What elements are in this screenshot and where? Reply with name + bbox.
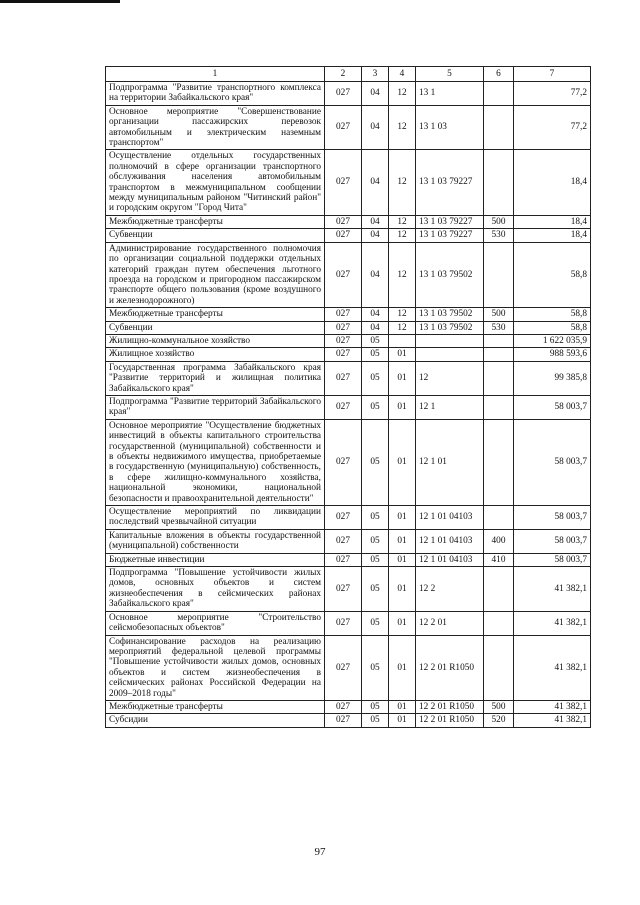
column-header: 2 (325, 67, 362, 82)
cell-rz: 05 (362, 567, 389, 612)
cell-pr: 01 (389, 361, 416, 395)
row-name: Капитальные вложения в объекты государственной (муниципальной) собственности (106, 529, 325, 553)
cell-vr: 500 (484, 700, 514, 713)
cell-sum: 18,4 (514, 229, 591, 242)
row-name: Жилищно-коммунальное хозяйство (106, 334, 325, 347)
row-name: Бюджетные инвестиции (106, 553, 325, 566)
cell-grbs: 027 (325, 611, 362, 635)
table-body (106, 82, 591, 728)
cell-grbs: 027 (325, 714, 362, 727)
cell-rz: 04 (362, 308, 389, 321)
cell-vr (484, 395, 514, 419)
row-name: Межбюджетные трансферты (106, 215, 325, 228)
row-name: Осуществление отдельных государственных полномочий в сфере организации транспортного обслуживания населения автомобильным транспортом в межмуниципальном сообщении между муниципальным районом "Читинский район" и городским округом "Город Чита" (106, 150, 325, 215)
table-row (106, 321, 591, 334)
table-row (106, 348, 591, 361)
cell-pr: 01 (389, 395, 416, 419)
cell-sum: 58,8 (514, 242, 591, 307)
cell-rz: 04 (362, 150, 389, 215)
cell-csr: 13 1 03 79227 (416, 229, 484, 242)
cell-csr: 13 1 03 79502 (416, 308, 484, 321)
cell-csr (416, 348, 484, 361)
cell-grbs: 027 (325, 529, 362, 553)
cell-csr: 13 1 03 79502 (416, 242, 484, 307)
row-name: Субвенции (106, 321, 325, 334)
table-row (106, 150, 591, 215)
cell-grbs: 027 (325, 361, 362, 395)
cell-sum: 988 593,6 (514, 348, 591, 361)
table-row (106, 229, 591, 242)
column-header: 4 (389, 67, 416, 82)
row-name: Государственная программа Забайкальского края "Развитие территорий и жилищная политика Забайкальского края" (106, 361, 325, 395)
row-name: Субсидии (106, 714, 325, 727)
table-row (106, 700, 591, 713)
row-name: Осуществление мероприятий по ликвидации последствий чрезвычайной ситуации (106, 506, 325, 530)
cell-grbs: 027 (325, 506, 362, 530)
cell-pr: 01 (389, 611, 416, 635)
table-row (106, 105, 591, 150)
cell-vr (484, 82, 514, 106)
table-row (106, 308, 591, 321)
cell-sum: 41 382,1 (514, 611, 591, 635)
cell-grbs: 027 (325, 635, 362, 700)
table-row (106, 529, 591, 553)
column-header: 3 (362, 67, 389, 82)
cell-pr: 01 (389, 567, 416, 612)
cell-grbs: 027 (325, 229, 362, 242)
cell-csr: 12 2 01 R1050 (416, 700, 484, 713)
cell-sum: 41 382,1 (514, 567, 591, 612)
cell-sum: 58 003,7 (514, 553, 591, 566)
cell-pr: 01 (389, 553, 416, 566)
cell-grbs: 027 (325, 321, 362, 334)
cell-sum: 58,8 (514, 321, 591, 334)
row-name: Жилищное хозяйство (106, 348, 325, 361)
cell-rz: 04 (362, 105, 389, 150)
cell-grbs: 027 (325, 567, 362, 612)
table-row (106, 395, 591, 419)
cell-csr: 12 1 (416, 395, 484, 419)
cell-grbs: 027 (325, 348, 362, 361)
cell-rz: 05 (362, 611, 389, 635)
cell-pr: 12 (389, 82, 416, 106)
cell-rz: 05 (362, 529, 389, 553)
cell-vr (484, 105, 514, 150)
cell-pr: 12 (389, 215, 416, 228)
table-row (106, 334, 591, 347)
cell-sum: 1 622 035,9 (514, 334, 591, 347)
cell-csr: 12 1 01 04103 (416, 529, 484, 553)
row-name: Субвенции (106, 229, 325, 242)
row-name: Основное мероприятие "Строительство сейсмобезопасных объектов" (106, 611, 325, 635)
table-row (106, 611, 591, 635)
cell-vr (484, 242, 514, 307)
table-row (106, 714, 591, 727)
column-header: 6 (484, 67, 514, 82)
cell-rz: 05 (362, 395, 389, 419)
cell-grbs: 027 (325, 419, 362, 505)
cell-csr: 13 1 03 79502 (416, 321, 484, 334)
cell-sum: 99 385,8 (514, 361, 591, 395)
cell-vr: 500 (484, 308, 514, 321)
row-name: Подпрограмма "Развитие территорий Забайкальского края" (106, 395, 325, 419)
page-number: 97 (314, 846, 326, 858)
cell-rz: 05 (362, 506, 389, 530)
cell-pr: 01 (389, 714, 416, 727)
row-name: Подпрограмма "Развитие транспортного комплекса на территории Забайкальского края" (106, 82, 325, 106)
cell-sum: 58,8 (514, 308, 591, 321)
budget-table (105, 66, 591, 728)
cell-sum: 41 382,1 (514, 714, 591, 727)
cell-sum: 58 003,7 (514, 395, 591, 419)
cell-csr: 12 1 01 04103 (416, 553, 484, 566)
cell-rz: 05 (362, 635, 389, 700)
table-row (106, 215, 591, 228)
table-row (106, 553, 591, 566)
cell-pr: 01 (389, 348, 416, 361)
cell-csr (416, 334, 484, 347)
cell-pr: 01 (389, 529, 416, 553)
cell-rz: 05 (362, 700, 389, 713)
cell-pr: 01 (389, 700, 416, 713)
row-name: Софинансирование расходов на реализацию мероприятий федеральной целевой программы "Повышение устойчивости жилых домов, основных объектов и систем жизнеобеспечения в сейсмических районах Российской Федерации на 2009–2018 годы" (106, 635, 325, 700)
cell-vr (484, 150, 514, 215)
cell-pr: 01 (389, 419, 416, 505)
cell-csr: 12 (416, 361, 484, 395)
cell-pr: 12 (389, 242, 416, 307)
row-name: Основное мероприятие "Совершенствование организации пассажирских перевозок автомобильным и электрическим наземным транспортом" (106, 105, 325, 150)
cell-csr: 12 1 01 (416, 419, 484, 505)
cell-pr: 12 (389, 308, 416, 321)
cell-csr: 13 1 03 79227 (416, 150, 484, 215)
cell-rz: 04 (362, 321, 389, 334)
cell-pr: 12 (389, 321, 416, 334)
row-name: Основное мероприятие "Осуществление бюджетных инвестиций в объекты капитального строительства государственной (муниципальной) собственности и в объекты недвижимого имущества, приобретаемые в государственную (муниципальную) собственность, в сфере жилищно-коммунального хозяйства, национальной экономики, национальной безопасности и правоохранительной деятельности" (106, 419, 325, 505)
cell-vr: 530 (484, 321, 514, 334)
cell-vr (484, 611, 514, 635)
cell-sum: 41 382,1 (514, 700, 591, 713)
cell-vr: 400 (484, 529, 514, 553)
table-row (106, 82, 591, 106)
table-row (106, 361, 591, 395)
cell-grbs: 027 (325, 105, 362, 150)
cell-sum: 18,4 (514, 215, 591, 228)
cell-csr: 13 1 (416, 82, 484, 106)
row-name: Подпрограмма "Повышение устойчивости жилых домов, основных объектов и систем жизнеобеспечения в сейсмических районах Забайкальского края" (106, 567, 325, 612)
cell-grbs: 027 (325, 700, 362, 713)
cell-csr: 13 1 03 79227 (416, 215, 484, 228)
cell-sum: 58 003,7 (514, 506, 591, 530)
cell-pr: 01 (389, 635, 416, 700)
cell-rz: 05 (362, 419, 389, 505)
cell-rz: 05 (362, 553, 389, 566)
cell-sum: 41 382,1 (514, 635, 591, 700)
cell-grbs: 027 (325, 215, 362, 228)
cell-vr (484, 361, 514, 395)
cell-grbs: 027 (325, 82, 362, 106)
cell-pr: 12 (389, 229, 416, 242)
cell-sum: 77,2 (514, 82, 591, 106)
cell-rz: 05 (362, 348, 389, 361)
cell-pr: 01 (389, 506, 416, 530)
cell-vr: 530 (484, 229, 514, 242)
cell-vr (484, 567, 514, 612)
column-header: 1 (106, 67, 325, 82)
cell-vr: 520 (484, 714, 514, 727)
cell-vr (484, 334, 514, 347)
table-row (106, 419, 591, 505)
cell-csr: 12 2 01 (416, 611, 484, 635)
cell-csr: 13 1 03 (416, 105, 484, 150)
cell-vr (484, 506, 514, 530)
cell-pr: 12 (389, 105, 416, 150)
cell-vr (484, 348, 514, 361)
cell-sum: 58 003,7 (514, 529, 591, 553)
cell-sum: 58 003,7 (514, 419, 591, 505)
cell-vr (484, 635, 514, 700)
cell-sum: 77,2 (514, 105, 591, 150)
row-name: Администрирование государственного полномочия по организации социальной поддержки отдельных категорий граждан путем обеспечения льготного проезда на городском и пригородном пассажирском транспорте общего пользования (кроме воздушного и железнодорожного) (106, 242, 325, 307)
table-row (106, 242, 591, 307)
cell-rz: 05 (362, 334, 389, 347)
cell-grbs: 027 (325, 395, 362, 419)
cell-grbs: 027 (325, 553, 362, 566)
cell-grbs: 027 (325, 242, 362, 307)
cell-pr (389, 334, 416, 347)
cell-grbs: 027 (325, 334, 362, 347)
table-row (106, 567, 591, 612)
cell-sum: 18,4 (514, 150, 591, 215)
cell-grbs: 027 (325, 308, 362, 321)
table-row (106, 506, 591, 530)
cell-rz: 04 (362, 229, 389, 242)
cell-grbs: 027 (325, 150, 362, 215)
cell-pr: 12 (389, 150, 416, 215)
cell-vr (484, 419, 514, 505)
table-row (106, 635, 591, 700)
cell-vr: 410 (484, 553, 514, 566)
cell-rz: 04 (362, 242, 389, 307)
cell-csr: 12 1 01 04103 (416, 506, 484, 530)
cell-rz: 05 (362, 714, 389, 727)
cell-rz: 05 (362, 361, 389, 395)
row-name: Межбюджетные трансферты (106, 700, 325, 713)
column-header: 5 (416, 67, 484, 82)
cell-csr: 12 2 01 R1050 (416, 714, 484, 727)
top-rule (0, 0, 120, 3)
row-name: Межбюджетные трансферты (106, 308, 325, 321)
table-header-row (106, 67, 591, 82)
cell-csr: 12 2 01 R1050 (416, 635, 484, 700)
cell-rz: 04 (362, 82, 389, 106)
column-header: 7 (514, 67, 591, 82)
cell-vr: 500 (484, 215, 514, 228)
cell-csr: 12 2 (416, 567, 484, 612)
cell-rz: 04 (362, 215, 389, 228)
